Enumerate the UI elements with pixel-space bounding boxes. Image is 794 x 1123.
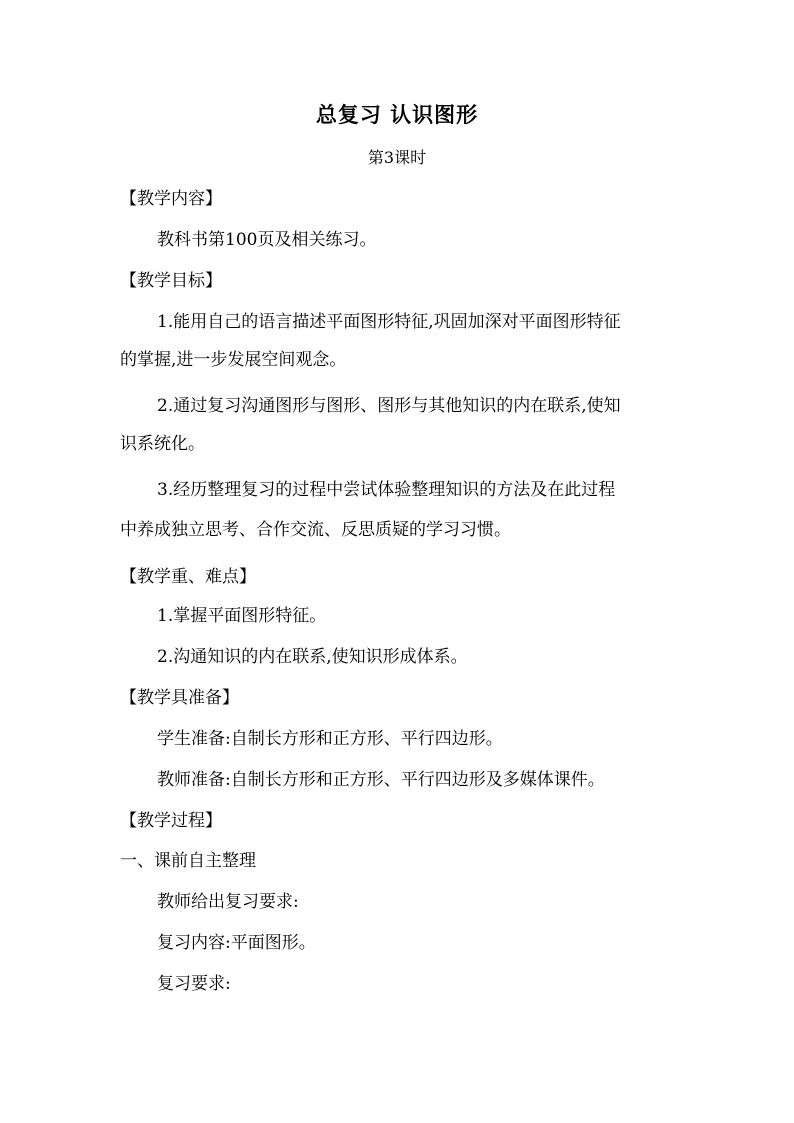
goal-2-line-2: 识系统化。	[120, 434, 205, 454]
content-text: 教科书第100页及相关练习。	[157, 230, 377, 250]
teacher-requirement: 教师给出复习要求:	[157, 892, 299, 912]
review-requirement: 复习要求:	[157, 974, 231, 994]
key-points-heading: 【教学重、难点】	[120, 567, 256, 587]
review-content: 复习内容:平面图形。	[157, 933, 316, 953]
prep-teacher: 教师准备:自制长方形和正方形、平行四边形及多媒体课件。	[157, 770, 605, 790]
key-point-1: 1.掌握平面图形特征。	[157, 606, 327, 626]
document-title: 总复习 认识图形	[315, 103, 479, 127]
key-point-2: 2.沟通知识的内在联系,使知识形成体系。	[157, 647, 468, 667]
goal-1-line-1: 1.能用自己的语言描述平面图形特征,巩固加深对平面图形特征	[157, 312, 621, 332]
section-1-title: 一、课前自主整理	[120, 851, 256, 871]
goals-heading: 【教学目标】	[120, 271, 222, 291]
content-heading: 【教学内容】	[120, 189, 222, 209]
goal-2-line-1: 2.通过复习沟通图形与图形、图形与其他知识的内在联系,使知	[157, 396, 621, 416]
goal-3-line-1: 3.经历整理复习的过程中尝试体验整理知识的方法及在此过程	[157, 480, 616, 500]
goal-3-line-2: 中养成独立思考、合作交流、反思质疑的学习习惯。	[120, 520, 511, 540]
goal-1-line-2: 的掌握,进一步发展空间观念。	[120, 350, 347, 370]
document-subtitle: 第3课时	[367, 148, 427, 167]
prep-heading: 【教学具准备】	[120, 688, 239, 708]
process-heading: 【教学过程】	[120, 811, 222, 831]
prep-student: 学生准备:自制长方形和正方形、平行四边形。	[157, 729, 503, 749]
